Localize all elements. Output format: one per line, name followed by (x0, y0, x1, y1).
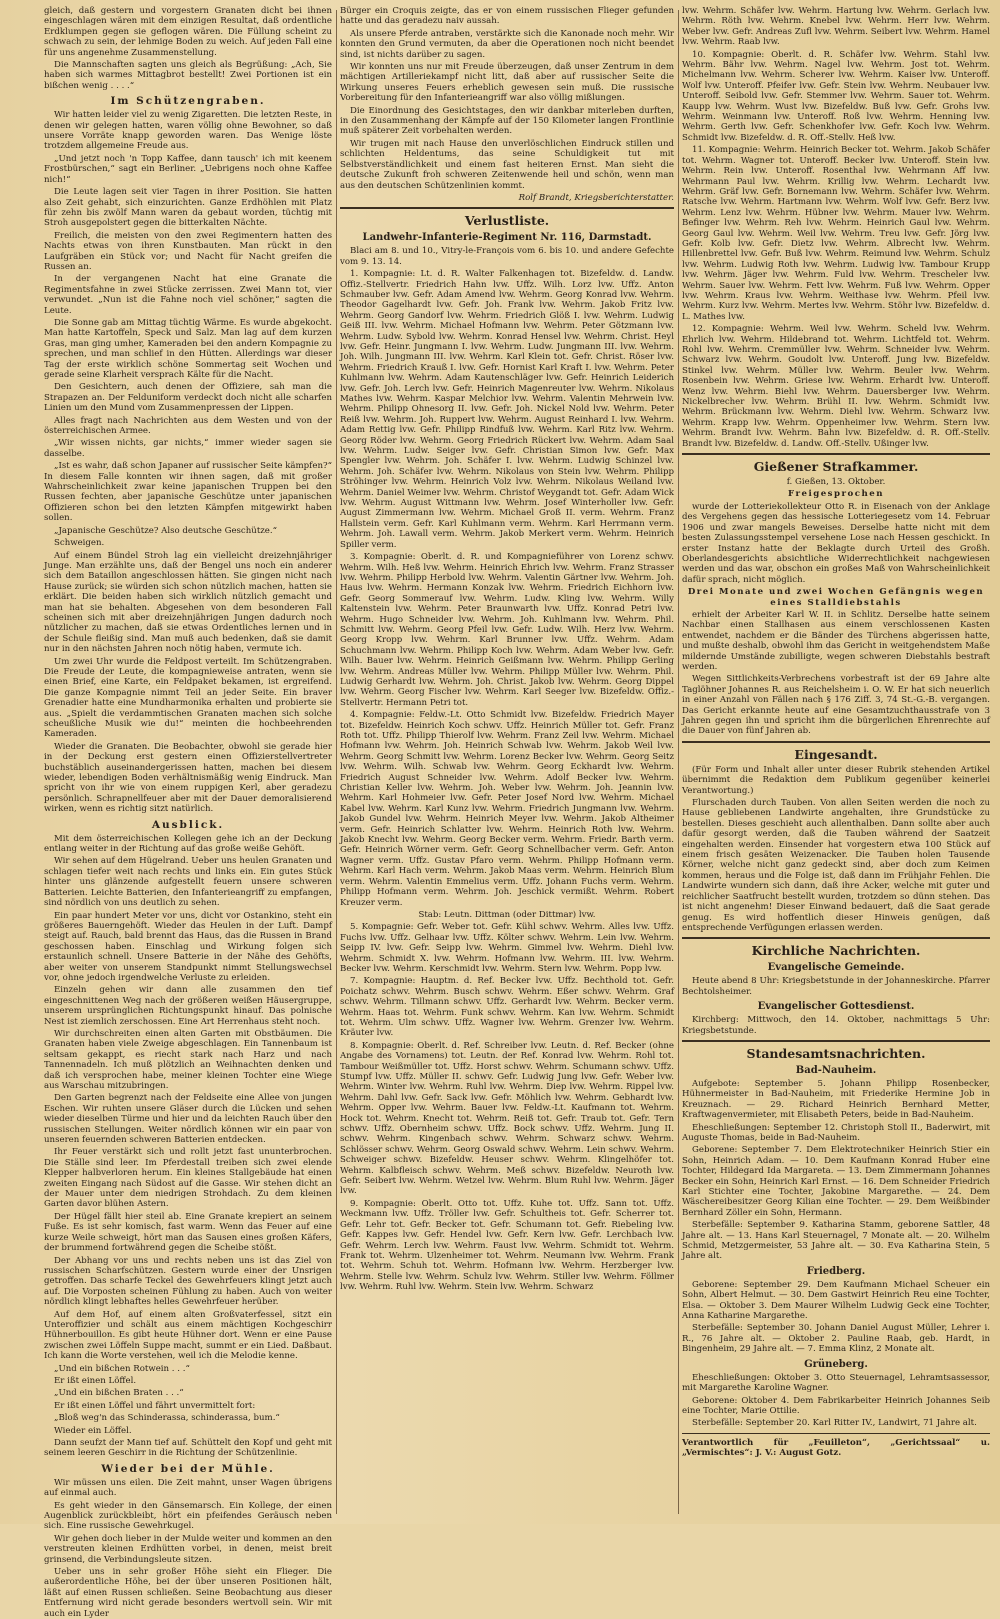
paragraph: Wir sehen auf dem Hügelrand. Ueber uns heulen Granaten und schlagen tiefer weit nach rechts und links ein. Ein gutes Stück hinter uns glänzende aufgestellt feuern unsere schweren Batterien. Leichte Batterien, den Infanterieangriff zu empfangen, sind nördlich von uns deutlich zu sehen. (44, 856, 332, 909)
paragraph: Schweigen. (54, 538, 105, 549)
paragraph: wurde der Lotteriekollekteur Otto R. in Eisenach von der Anklage des Vergehens gegen das hessische Lotteriegesetz vom 14. Februar 1906 und zwar mangels Beweises. Derselbe hatte nicht mit dem besten Zulassungsstempel versehene Lose nach Hessen geschickt. In erster Instanz hatte der Beklagte durch Urteil des Großh. Oberlandesgerichts absichtliche Widerrechtlichkeit nachgewiesen werden und das war, obschon ein großes Maß von Wahrscheinlichkeit dafür sprach, nicht möglich. (682, 501, 990, 585)
paragraph: Auf einem Bündel Stroh lag ein vielleicht dreizehnjähriger Junge. Man erzählte uns, daß der Bengel uns noch ein anderer sich dem Bataillon angeschlossen hätten. Sie gingen nicht nach Hause zurück; sie würden sich schon nützlich machen, hatten sie erklärt. Die beiden haben sich wirklich nützlich gemacht und man hat sie behalten. Abgesehen von dem besonderen Fall scheinen sich mit aber dreizehnjährigen Jungen dadurch noch nützlicher zu machen, daß sie etwas Ordentliches lernen und in der Schule fleißig sind. Man muß auch bedenken, daß sie damit nur in den nächsten Jahren noch nötig haben, vermute ich. (44, 550, 332, 655)
paragraph: Alles fragt nach Nachrichten aus dem Westen und von der österreichischen Armee. (44, 415, 332, 437)
section-heading: Kirchliche Nachrichten. (751, 943, 921, 959)
paragraph: „Und jetzt noch 'n Topp Kaffee, dann tausch' ich mit keenem Frostbürschen,“ sagt ein Berliner. „Uebrigens noch ohne Kaffee nich!“ (44, 153, 332, 185)
paragraph: Blaci am 8. und 10., Vitry-le-François vom 6. bis 10. und andere Gefechte vom 9. 13. 14. (340, 246, 674, 267)
paragraph: Einzeln gehen wir dann alle zusammen den tief eingeschnittenen Weg nach der größeren weißen Häusergruppe, unserem ursprünglichen Richtungspunkt hinauf. Das polnische Nest ist ziemlich zerschossen. Eine Art Herrenhaus steht noch. (44, 985, 332, 1027)
paragraph: Der Hügel fällt hier steil ab. Eine Granate krepiert an seinem Fuße. Es ist sehr komisch, fast warm. Wenn das Feuer auf eine kurze Weile schweigt, hört man das Sausen eines großen Käfers, der brummend fortwährend gegen die Scheibe stößt. (44, 1211, 332, 1254)
paragraph: Heute abend 8 Uhr: Kriegsbetstunde in der Johanneskirche. Pfarrer Bechtolsheimer. (682, 976, 990, 997)
paragraph: Ihr Feuer verstärkt sich und rollt jetzt fast ununterbrochen. Die Ställe sind leer. Im Pferdestall treiben sich zwei elende Klepper halbverloren herum. Ein kleines Stallgebäude hat einen zweiten Eingang nach Südost auf die Gasse. Wir stehen dicht an der Mauer unter dem niedrigen Strohdach. Zu dem kleinen Garten davor blühen Astern. (44, 1147, 332, 1210)
paragraph: Den Garten begrenzt nach der Feldseite eine Allee von jungen Eschen. Wir ruhten unsere Gläser durch die Lücken und sehen wieder dieselben Türme und hier und da leichten Rauch über den russischen Stellungen. Weiter nördlich können wir ein paar von unseren feuernden schweren Batterien entdecken. (44, 1093, 332, 1146)
dateline: f. Gießen, 13. Oktober. (786, 477, 886, 488)
column-3 (682, 6, 990, 1518)
section-heading: Eingesandt. (794, 746, 878, 762)
paragraph: Wir konnten uns nur mit Freude überzeugen, daß unser Zentrum in dem mächtigen Artilleriekampf nicht litt, daß aber auf russischer Seite die Wirkung unseres Feuers erheblich gewesen sein muß. Die russische Vorbereitung für den Infanterieangriff war also völlig mißlungen. (340, 62, 674, 104)
paragraph: Geborene: Oktober 4. Dem Fabrikarbeiter Heinrich Johannes Seib eine Tochter, Marie Ottilie. (682, 1395, 990, 1416)
paragraph: Er ißt einen Löffel und fährt unvermittelt fort: (54, 1400, 256, 1411)
paragraph: Eheschließungen: September 12. Christoph Stoll II., Baderwirt, mit Auguste Thomas, beide in Bad-Nauheim. (682, 1122, 990, 1143)
casualty-list: 9. Kompagnie: Oberlt. Otto tot. Uffz. Kuhe tot. Uffz. Sann tot. Uffz. Weckmann lvw. Uffz. Tröller lvw. Gefr. Schultheis tot. Gefr. Scherrer tot. Gefr. Lehr tot. Gefr. Becker tot. Gefr. Schumann tot. Gefr. Riebeling lvw. Gefr. Kappes lvw. Gefr. Hendel lvw. Gefr. Kern lvw. Gefr. Lerchbach lvw. Gefr. Wehrm. Lerch lvw. Wehrm. Faust lvw. Wehrm. Schmidt tot. Wehrm. Frank tot. Wehrm. Ulzenheimer tot. Wehrm. Neumann lvw. Wehrm. Frank tot. Wehrm. Schuh tot. Wehrm. Hofmann lvw. Wehrm. Herzberger lvw. Wehrm. Stelle lvw. Wehrm. Schulz lvw. Wehrm. Stiller lvw. Wehrm. Föllmer lvw. Wehrm. Ruhl lvw. Wehrm. Stein lvw. Wehrm. Schwarz (340, 1198, 674, 1293)
paragraph: „Japanische Geschütze? Also deutsche Geschütze.“ (54, 525, 278, 536)
column-rule (336, 10, 337, 1514)
casualty-list: 11. Kompagnie: Wehrm. Heinrich Becker tot. Wehrm. Jakob Schäfer tot. Wehrm. Wagner tot. Unteroff. Becker lvw. Unteroff. Stein lvw. Wehrm. Rein lvw. Unteroff. Rosenthal lvw. Wehrmann Aff lvw. Wehrmann Paul lvw. Wehrm. Krillig lvw. Wehrm. Lechardt lvw. Wehrm. Gräf lvw. Gefr. Bornemann lvw. Wehrm. Schäfer lvw. Wehrm. Ratsche lvw. Wehrm. Hartmann lvw. Wehrm. Wolf lvw. Gefr. Berz lvw. Wehrm. Lenz lvw. Wehrm. Hübner lvw. Wehrm. Mauer lvw. Wehrm. Befinger lvw. Wehrm. Reh lvw. Wehrm. Heinrich Gaul lvw. Wehrm. Georg Gaul lvw. Wehrm. Weil lvw. Wehrm. Treu lvw. Gefr. Jörg lvw. Gefr. Kolb lvw. Gefr. Dietz lvw. Wehrm. Albrecht lvw. Wehrm. Hillenbrettel lvw. Gefr. Buß lvw. Wehrm. Reimund lvw. Wehrm. Schulz lvw. Wehrm. Ludwig Roth lvw. Wehrm. Ludwig lvw. Tambour Krupp lvw. Wehrm. Jäger lvw. Wehrm. Fuld lvw. Wehrm. Trescheler lvw. Wehrm. Sauer lvw. Wehrm. Fett lvw. Wehrm. Fuß lvw. Wehrm. Opper lvw. Wehrm. Kraus lvw. Wehrm. Weithase lvw. Wehrm. Pfeil lvw. Wehrm. Kurz lvw. Wehrm. Mertes lvw. Wehrm. Stöhr lvw. Bizefeldw. d. L. Mathes lvw. (682, 145, 990, 322)
casualty-list: lvw. Wehrm. Schäfer lvw. Wehrm. Hartung lvw. Wehrm. Gerlach lvw. Wehrm. Röth lvw. Wehrm. Knebel lvw. Wehrm. Herr lvw. Wehrm. Weber lvw. Gefr. Andreas Zufl lvw. Wehrm. Seibert lvw. Wehrm. Hamel lvw. Wehrm. Raab lvw. (682, 6, 990, 48)
paragraph: Die Mannschaften sagten uns gleich als Begrüßung: „Ach, Sie haben sich warmes Mittagbrot bestellt! Zwei Portionen ist ein bißchen wenig . . . .“ (44, 60, 332, 91)
casualty-list: Stab: Leutn. Dittman (oder Dittmar) lvw. (418, 909, 596, 920)
subheading: Grüneberg. (804, 1358, 868, 1370)
paragraph: Eheschließungen: Oktober 3. Otto Steuernagel, Lehramtsassessor, mit Margarethe Karoline Wagner. (682, 1372, 990, 1394)
section-heading: Verlustliste. (464, 213, 550, 229)
casualty-list: 3. Kompagnie: Oberlt. d. R. und Kompagnieführer von Lorenz schwv. Wehrm. Wilh. Heß lvw. Wehrm. Heinrich Ehrich lvw. Wehrm. Franz Strasser lvw. Wehrm. Philipp Herbold lvw. Wehrm. Valentin Gärtner lvw. Wehrm. Joh. Haus lvw. Wehrm. Hermann Konzak lvw. Wehrm. Friedrich Eichhorn lvw. Gefr. Georg Sommerauf lvw. Wehrm. Ludw. Kling lvw. Wehrm. Willy Kaltenstein lvw. Wehrm. Peter Braunwarth lvw. Uffz. Konrad Petri lvw. Wehrm. Hugo Schneider lvw. Wehrm. Joh. Kuhlmann lvw. Wehrm. Phil. Schmitt lvw. Wehrm. Georg Pfeil lvw. Gefr. Ludw. Wilh. Herz lvw. Wehrm. Georg Kropp lvw. Wehrm. Karl Brunner lvw. Uffz. Wehrm. Adam Schuchmann lvw. Wehrm. Philipp Koch lvw. Wehrm. Adam Weber lvw. Gefr. Wilh. Bauer lvw. Wehrm. Heinrich Geißmann lvw. Wehrm. Philipp Gerling lvw. Wehrm. Andreas Müller lvw. Wehrm. Philipp Müller lvw. Wehrm. Phil. Ludwig Gerhardt lvw. Wehrm. Joh. Christ. Jakob lvw. Wehrm. Georg Dippel lvw. Wehrm. Georg Fischer lvw. Wehrm. Karl Seeger lvw. Bizefeldw. Offiz.-Stellvertr. Hermann Petri tot. (340, 552, 674, 708)
paragraph: Mit dem österreichischen Kollegen gehe ich an der Deckung entlang weiter in der Richtung auf das große weiße Gehöft. (44, 833, 332, 855)
column-2 (340, 6, 674, 1518)
paragraph: Wir hatten leider viel zu wenig Zigaretten. Die letzten Reste, in denen wir gelegen hatten, waren völlig ohne Bewohner, so daß unsere Vorräte knapp geworden waren. Das Wenige löste trotzdem allgemeine Freude aus. (44, 110, 332, 152)
paragraph: Ueber uns in sehr großer Höhe sieht ein Flieger. Die außerordentliche Höhe, bei der über unseren Positionen hält, läßt auf einen Russen schließen. Seine Beobachtung aus dieser Entfernung wird nicht gerade besonders wertvoll sein. Wir mit auch ein Lyder (44, 1567, 332, 1619)
paragraph: Als unsere Pferde antraben, verstärkte sich die Kanonade noch mehr. Wir konnten den Grund vermuten, da aber die Operationen noch nicht beendet sind, ist nichts darüber zu sagen. (340, 28, 674, 60)
footer-credit: Verantwortlich für „Feuilleton“, „Gerichtssaal“ u. „Vermischtes“: J. V.: August Gotz. (682, 1437, 990, 1459)
paragraph: Wir gehen doch lieber in der Mulde weiter und kommen an den verstreuten kleinen Erdhütten vorbei, in denen, meist breit grinsend, die Verbindungsleute sitzen. (44, 1533, 332, 1565)
divider (682, 453, 990, 455)
casualty-list: 7. Kompagnie: Hauptm. d. Ref. Becker lvw. Uffz. Bechthold tot. Gefr. Poichatz schwv. Wehrm. Busch schwv. Wehrm. Eßer schwv. Wehrm. Graf schwv. Wehrm. Tillmann schwv. Uffz. Gerhardt lvw. Wehrm. Becker verm. Wehrm. Haas tot. Wehrm. Funk schwv. Wehrm. Kan lvw. Wehrm. Schmidt tot. Wehrm. Ulm schwv. Uffz. Wagner lvw. Wehrm. Grenzer lvw. Wehrm. Kräuter lvw. (340, 976, 674, 1039)
paragraph: Die Leute lagen seit vier Tagen in ihrer Position. Sie hatten also Zeit gehabt, sich einzurichten. Ganze Erdhöhlen mit Platz für zehn bis zwölf Mann waren da gebaut worden, tüchtig mit Stroh ausgepolstert gegen die bitterkalten Nächte. (44, 187, 332, 229)
paragraph: Bürger ein Croquis zeigte, das er von einem russischen Flieger gefunden hatte und das geradezu naiv aussah. (340, 6, 674, 27)
section-heading: Gießener Strafkammer. (753, 459, 919, 475)
section-heading: Ausblick. (151, 818, 225, 831)
paragraph: Wieder die Granaten. Die Beobachter, obwohl sie gerade hier in der Deckung erst gestern einen Offizierstellvertreter buchstäblich auseinandergerissen hatten, machen bei diesem wieder, lebendigen Boden verhältnismäßig wenig Eindruck. Man spricht von ihr wie von einem ruppigen Kerl, aber geradezu persönlich. Schrapnellfeuer aber mit der Dauer demoralisierend wirken, wenn es richtig sitzt natürlich. (44, 741, 332, 815)
paragraph: Geborene: September 7. Dem Elektrotechniker Heinrich Stier ein Sohn, Heinrich Adam. — 10. Dem Kaufmann Konrad Huber eine Tochter, Hildegard Ida Margareta. — 13. Dem Zimmermann Johannes Becker ein Sohn, Heinrich Karl Ernst. — 16. Dem Schneider Friedrich Karl Stichter eine Tochter, Jakobine Margarethe. — 24. Dem Wäschereibesitzer Georg Kilian eine Tochter. — 29. Dem Weißbinder Bernhard Zöller ein Sohn, Hermann. (682, 1145, 990, 1218)
paragraph: „Bloß weg'n das Schinderassa, schinderassa, bum.“ (54, 1413, 280, 1424)
section-heading: Wieder bei der Mühle. (101, 1462, 275, 1475)
divider (340, 207, 674, 209)
paragraph: Flurschaden durch Tauben. Von allen Seiten werden die noch zu Hause gebliebenen Landwirte angehalten, ihre Grundstücke zu bestellen. Dieses geschieht auch allenthalben. Dann sollte aber auch dafür gesorgt werden, daß die Tauben während der Saatzeit eingehalten werden. Einsender hat vorgestern etwa 100 Stück auf einem frisch gesäten Weizenacker. Die Tauben holen Tausende Körner, welche nicht ganz gedeckt sind, aber doch zum Keimen kommen, heraus und die Folge ist, daß dann im Frühjahr Fehlen. Die Landwirte wundern sich dann, daß ihre Acker, welche mit guter und reichlicher Saatfrucht bestellt wurden, trotzdem so dünn stehen. Das ist nicht angenehm! Dieser Einwand bedauert, daß die Saat gerade genug. Es wird hoffentlich dieser Hinweis genügen, daß entsprechende Verfügungen erlassen werden. (682, 798, 990, 933)
casualty-list: 5. Kompagnie: Gefr. Weber tot. Gefr. Kühl schwv. Wehrm. Alles lvw. Uffz. Fuchs lvw. Uffz. Gelhaar lvw. Uffz. Költer schwv. Wehrm. Lein lvw. Wehrm. Seipp IV. lvw. Gefr. Seipp lvw. Wehrm. Gimmel lvw. Wehrm. Diehl lvw. Wehrm. Schmidt X. lvw. Wehrm. Hofmann lvw. Wehrm. III. lvw. Wehrm. Becker lvw. Wehrm. Kerschmidt lvw. Wehrm. Stern lvw. Wehrm. Popp lvw. (340, 922, 674, 974)
divider (682, 1433, 990, 1434)
paragraph: „Wir wissen nichts, gar nichts,“ immer wieder sagen sie dasselbe. (44, 438, 332, 459)
subheading: Landwehr-Infanterie-Regiment Nr. 116, Darmstadt. (362, 232, 652, 244)
paragraph: Auf dem Hof, auf einem alten Großvaterfessel, sitzt ein Unteroffizier und schält aus einem mächtigen Kochgeschirr Hühnerbouillon. Es gibt heute Hühner dort. Wenn er eine Pause zwischen zwei Löffeln Suppe macht, summt er ein Lied. Daßbaut. Ich kann die Worte verstehen, weil ich die Melodie kenne. (44, 1309, 332, 1362)
subheading: Evangelischer Gottesdienst. (757, 1001, 915, 1013)
subheading: Evangelische Gemeinde. (767, 962, 905, 974)
paragraph: Dann seufzt der Mann tief auf. Schüttelt den Kopf und geht mit seinem leeren Geschirr in die Richtung der Schützenlinie. (44, 1438, 332, 1459)
section-heading: Standesamtsnachrichten. (746, 1045, 926, 1061)
divider (682, 1040, 990, 1042)
paragraph: Sterbefälle: September 30. Johann Daniel August Müller, Lehrer i. R., 76 Jahre alt. — Oktober 2. Pauline Raab, geb. Hardt, in Bingenheim, 29 Jahre alt. — 7. Emma Klinz, 2 Monate alt. (682, 1323, 990, 1355)
subheading: Freigesprochen (788, 489, 884, 500)
paragraph: Es geht wieder in den Gänsemarsch. Ein Kollege, der einen Augenblick zurückbleibt, hört ein pfeifendes Geräusch neben sich. Eine russische Gewehrkugel. (44, 1500, 332, 1532)
paragraph: Wegen Sittlichkeits-Verbrechens vorbestraft ist der 69 Jahre alte Taglöhner Johannes R. aus Reichelsheim i. O. W. Er hat sich neuerlich in einer Anzahl von Fällen nach § 176 Ziff. 3, 74 St.-G.-B. vergangen. Das Gericht erkannte heute auf eine Gesamtzuchthausstrafe von 3 Jahren gegen ihn und spricht ihm die bürgerlichen Ehrenrechte auf die Dauer von fünf Jahren ab. (682, 674, 990, 737)
paragraph: „Und ein bißchen Braten . . .“ (54, 1388, 184, 1399)
paragraph: Aufgebote: September 5. Johann Philipp Rosenbecker, Hühnermeister in Bad-Nauheim, mit Friederike Hermine Job in Kreuznach. — 29. Richard Heinrich Bernhard Metter, Kraftwagenvermieter, mit Elisabeth Peters, beide in Bad-Nauheim. (682, 1078, 990, 1121)
paragraph: In der vergangenen Nacht hat eine Granate die Regimentsfahne in zwei Stücke zerrissen. Zwei Mann tot, vier verwundet. „Nun ist die Fahne noch viel schöner,“ sagten die Leute. (44, 274, 332, 316)
article-signature: Rolf Brandt, Kriegsberichterstatter. (518, 192, 674, 203)
divider (682, 741, 990, 743)
paragraph: Ein paar hundert Meter vor uns, dicht vor Ostankino, steht ein größeres Bauerngehöft. Wieder das Heulen in der Luft. Dampf steigt auf. Rauch, bald brennt das Haus, das die Russen in Brand geschossen haben. Einschlag und Wirkung folgen sich erstaunlich schnell. Unsere Batterie in der Nähe des Gehöfts, aber weiter von unserem Standpunkt nimmt Stellungswechsel vor, ohne jedoch irgendwelche Verluste zu erleiden. (44, 910, 332, 983)
paragraph: Kirchberg: Mittwoch, den 14. Oktober, nachmittags 5 Uhr: Kriegsbetstunde. (682, 1015, 990, 1036)
paragraph: Wir müssen uns eilen. Die Zeit mahnt, unser Wagen übrigens auf einmal auch. (44, 1477, 332, 1499)
paragraph: Wir durchschreiten einen alten Garten mit Obstbäumen. Die Granaten haben viele Zweige abgeschlagen. Ein Tannenbaum ist seltsam gekappt, es riecht stark nach Harz und nach Tannennadeln. Ich muß plötzlich an Weihnachten denken und daß ich versprochen habe, meiner kleinen Tochter eine Wiege aus Warschau mitzubringen. (44, 1028, 332, 1091)
paragraph: Die Einordnung des Gesichtstages, den wir dankbar miterleben durften, in den Zusammenhang der Kämpfe auf der 150 Kilometer langen Frontlinie muß späterer Zeit vorbehalten werden. (340, 105, 674, 137)
paragraph: Geborene: September 29. Dem Kaufmann Michael Scheuer ein Sohn, Albert Helmut. — 30. Dem Gastwirt Heinrich Reu eine Tochter, Elsa. — Oktober 3. Dem Maurer Wilhelm Ludwig Geck eine Tochter, Anna Katharine Margarethe. (682, 1279, 990, 1322)
paragraph: gleich, daß gestern und vorgestern Granaten dicht bei ihnen eingeschlagen wären mit dem einzigen Resultat, daß ordentliche Erdklumpen gegen sie geflogen wären. Die Füllung scheint zu schwach zu sein, der lehmige Boden zu weich. Auf jeden Fall eine für uns angenehme Zusammenstellung. (44, 6, 332, 58)
paragraph: Freilich, die meisten von den zwei Regimentern hatten des Nachts etwas von ihren Kunstbauten. Man rückt in den Laufgräben ein Stück vor; und Nacht für Nacht greifen die Russen an. (44, 230, 332, 272)
paragraph: „Ist es wahr, daß schon Japaner auf russischer Seite kämpfen?“ In diesem Falle konnten wir ihnen sagen, daß mit großer Wahrscheinlichkeit zwar keine japanischen Truppen bei den Russen fechten, aber japanische Geschütze unter japanischen Offizieren schon bei den letzten Kämpfen mitgewirkt haben sollen. (44, 461, 332, 524)
subheading: Drei Monate und zwei Wochen Gefängnis wegen eines Stalldiebstahls (687, 587, 985, 608)
subheading: Friedberg. (806, 1265, 866, 1277)
paragraph: Die Sonne gab am Mittag tüchtig Wärme. Es wurde abgekocht. Man hatte Kartoffeln, Speck und Salz. Man lag auf dem kurzen Gras, man ging umher, Kameraden bei den andern Kompagnie zu sprechen, und man schlief in den Hütten. Allerdings war dieser Tag der erste wirklich schöne Sommertag seit Wochen und gerade seine Klarheit versprach Kälte für die Nacht. (44, 317, 332, 380)
column-rule (678, 10, 679, 1514)
subheading: Bad-Nauheim. (795, 1064, 877, 1076)
casualty-list: 4. Kompagnie: Feldw.-Lt. Otto Schmidt lvw. Bizefeldw. Friedrich Mayer tot. Bizefeldw. Heinrich Koch schwv. Uffz. Heinrich Müller tot. Gefr. Franz Roth tot. Uffz. Philipp Thierolf lvw. Wehrm. Franz Zeil lvw. Wehrm. Michael Hofmann lvw. Wehrm. Joh. Heinrich Schwab lvw. Wehrm. Jakob Weil lvw. Wehrm. Georg Schmitt lvw. Wehrm. Lorenz Becker lvw. Wehrm. Georg Seitz lvw. Wehrm. Wilh. Schwab lvw. Wehrm. Georg Eckhardt lvw. Wehrm. Friedrich August Schneider lvw. Wehrm. Adolf Becker lvw. Wehrm. Christian Keller lvw. Wehrm. Joh. Weber lvw. Wehrm. Joh. Jeannin lvw. Wehrm. Karl Hohmeier lvw. Gefr. Peter Josef Nord lvw. Wehrm. Michael Kabel lvw. Wehrm. Karl Kunz lvw. Wehrm. Friedrich Jungmann lvw. Wehrm. Jakob Gundel lvw. Wehrm. Heinrich Meyer lvw. Wehrm. Jakob Altheimer verm. Gefr. Heinrich Schlatter lvw. Wehrm. Heinrich Roth lvw. Wehrm. Jakob Knecht lvw. Wehrm. Georg Becker verm. Wehrm. Friedr. Barth verm. Gefr. Heinrich Wörner verm. Gefr. Georg Schnellbacher verm. Gefr. Anton Wagner verm. Uffz. Gustav Pfaro verm. Wehrm. Philipp Hofmann verm. Wehrm. Karl Hach verm. Wehrm. Jakob Maas verm. Wehrm. Heinrich Blum verm. Wehrm. Valentin Emmelius verm. Uffz. Johann Fuchs verm. Wehrm. Philipp Hofmann verm. Wehrm. Joh. Jeschick vermißt. Wehrm. Robert Kreuzer verm. (340, 710, 674, 908)
casualty-list: 8. Kompagnie: Oberlt. d. Ref. Schreiber lvw. Leutn. d. Ref. Becker (ohne Angabe des Vornamens) tot. Leutn. der Ref. Konrad lvw. Wehrm. Rohl tot. Tambour Weißmüller tot. Uffz. Horst schwv. Wehrm. Schumann schwv. Uffz. Stumpf lvw. Uffz. Müller II. schwv. Gefr. Ludwig Jung lvw. Gefr. Weber lvw. Wehrm. Winter lvw. Wehrm. Ruhl lvw. Wehrm. Diep lvw. Wehrm. Rippel lvw. Wehrm. Dahl lvw. Gefr. Sack lvw. Gefr. Möhlich lvw. Wehrm. Gebhardt lvw. Wehrm. Opper lvw. Wehrm. Bauer lvw. Feldw.-Lt. Kaufmann tot. Wehrm. Hock tot. Wehrm. Knecht tot. Wehrm. Reiß tot. Gefr. Traub tot. Gefr. Tern schwv. Uffz. Obernheim schwv. Uffz. Bock schwv. Uffz. Wehrm. Jung II. schwv. Wehrm. Kingenbach schwv. Wehrm. Schwarz schwv. Wehrm. Schlösser schwv. Wehrm. Georg Oswald schwv. Wehrm. Lein schwv. Wehrm. Schweiger schwv. Bizefeldw. Heuser schwv. Wehrm. Klingelhöfer tot. Wehrm. Kalbfleisch schwv. Wehrm. Meß schwv. Bizefeldw. Neuroth lvw. Gefr. Seibert lvw. Wehrm. Wetzel lvw. Wehrm. Blum Ruhl lvw. Wehrm. Jäger lvw. (340, 1040, 674, 1197)
casualty-list: 1. Kompagnie: Lt. d. R. Walter Falkenhagen tot. Bizefeldw. d. Landw. Offiz.-Stellvertr. Friedrich Hahn lvw. Uffz. Wilh. Lorz lvw. Uffz. Anton Schmauber lvw. Gefr. Adam Amend lvw. Wehrm. Georg Konrad lvw. Wehrm. Theodor Gagelhardt lvw. Gefr. Joh. Frank lvw. Wehrm. Jakob Fritz lvw. Wehrm. Georg Gandorf lvw. Wehrm. Friedrich Glöß I. lvw. Wehrm. Ludwig Geiß III. lvw. Wehrm. Michael Hofmann lvw. Wehrm. Peter Götzmann lvw. Wehrm. Ludw. Sybold lvw. Wehrm. Konrad Hensel lvw. Wehrm. Christ. Heyl lvw. Gefr. Heinr. Jungmann I. lvw. Wehrm. Ludw. Jungmann III. lvw. Wehrm. Joh. Wilh. Jungmann III. lvw. Wehrm. Karl Klein tot. Gefr. Christ. Röser lvw. Wehrm. Friedrich Krauß I. lvw. Gefr. Hornist Karl Kraft I. lvw. Wehrm. Peter Kuhlmann lvw. Wehrm. Adam Kautenschläger lvw. Gefr. Heinrich Leiderich lvw. Gefr. Joh. Lerch lvw. Gefr. Heinrich Magenreuter lvw. Wehrm. Nikolaus Mathes lvw. Wehrm. Kaspar Melchior lvw. Wehrm. Valentin Mehrwein lvw. Wehrm. Philipp Ohnesorg II. lvw. Gefr. Joh. Nickel Nold lvw. Wehrm. Peter Reiß lvw. Wehrm. Joh. Ruppert lvw. Wehrm. August Reinhard I. lvw. Wehrm. Adam Rettig lvw. Gefr. Philipp Rindfuß lvw. Wehrm. Karl Ritz lvw. Wehrm. Georg Röder lvw. Wehrm. Georg Friedrich Rückert lvw. Wehrm. Adam Saal lvw. Wehrm. Ludw. Seiger lvw. Gefr. Christian Simon lvw. Gefr. Max Spengler lvw. Wehrm. Joh. Schäfer I. lvw. Wehrm. Ludwig Schinzel lvw. Wehrm. Joh. Schäfer lvw. Wehrm. Nikolaus von Stein lvw. Wehrm. Philipp Ströhinger lvw. Wehrm. Heinrich Volz lvw. Wehrm. Nikolaus Weiland lvw. Wehrm. Daniel Weimer lvw. Wehrm. Christof Weygandt tot. Gefr. Adam Wick lvw. Wehrm. August Wittmann lvw. Wehrm. Josef Winterholler lvw. Gefr. August Zimmermann lvw. Wehrm. Michael Groß II. verm. Wehrm. Franz Hallstein verm. Gefr. Karl Kuhlmann verm. Wehrm. Karl Herrmann verm. Wehrm. Joh. Lawall verm. Wehrm. Jakob Merkert verm. Wehrm. Heinrich Spiller verm. (340, 269, 674, 550)
paragraph: Sterbefälle: September 9. Katharina Stamm, geborene Sattler, 48 Jahre alt. — 13. Hans Karl Steuernagel, 7 Monate alt. — 20. Wilhelm Schmid, Metzgermeister, 53 Jahre alt. — 30. Eva Katharina Stein, 5 Jahre alt. (682, 1220, 990, 1262)
editorial-note: (Für Form und Inhalt aller unter dieser Rubrik stehenden Artikel übernimmt die Redaktion dem Publikum gegenüber keinerlei Verantwortung.) (682, 764, 990, 796)
column-1 (44, 6, 332, 1619)
paragraph: Sterbefälle: September 20. Karl Ritter IV., Landwirt, 71 Jahre alt. (692, 1418, 977, 1429)
paragraph: „Und ein bißchen Rotwein . . .“ (54, 1363, 190, 1374)
divider (682, 937, 990, 939)
paragraph: Wieder ein Löffel. (54, 1425, 132, 1436)
paragraph: Wir trugen mit nach Hause den unverlöschlichen Eindruck stillen und schlichten Heldentums, das seine Schuldigkeit tut mit Selbstverständlichkeit und einem fast heiteren Ernst. Man sieht die deutsche Zukunft froh schweren Zeitenwende heil und schön, wenn man aus den deutschen Schützenlinien kommt. (340, 138, 674, 191)
paragraph: Um zwei Uhr wurde die Feldpost verteilt. Im Schützengraben. Die Freude der Leute, die kompagnieweise antraten, wenn sie einen Brief, eine Karte, ein Feldpaket bekamen, ist ergreifend. Die ganze Kompagnie nimmt Teil an jeder Seite. Ein braver Grenadier hatte eine Mundharmonika erhalten und probierte sie aus. „Spielt die verdammtischen Granaten machen sich solche scheußliche Musik wie du!“ meinten die hochbeehrenden Kameraden. (44, 656, 332, 740)
paragraph: Er ißt einen Löffel. (54, 1375, 137, 1386)
casualty-list: 12. Kompagnie: Wehrm. Weil lvw. Wehrm. Scheld lvw. Wehrm. Ehrlich lvw. Wehrm. Hildebrand tot. Wehrm. Lichtfeld tot. Wehrm. Rohl lvw. Wehrm. Cremmüller lvw. Wehrm. Schneider lvw. Wehrm. Schwarz lvw. Wehrm. Goudolt lvw. Unteroff. Jung lvw. Bizefeldw. Stinkel lvw. Wehrm. Müller lvw. Wehrm. Beuler lvw. Wehrm. Rosenbein lvw. Wehrm. Griese lvw. Wehrm. Erhardt lvw. Unteroff. Wenz lvw. Wehrm. Biehl lvw. Wehrm. Dauersberger lvw. Wehrm. Nickelbrecher lvw. Wehrm. Brühl II. lvw. Wehrm. Schmidt lvw. Wehrm. Brückmann lvw. Wehrm. Diehl lvw. Wehrm. Schwarz lvw. Wehrm. Krapp lvw. Wehrm. Oppenheimer lvw. Wehrm. Stern lvw. Wehrm. Brandt lvw. Wehrm. Bahn lvw. Bizefeldw. d. R. Off.-Stellv. Brandt lvw. Bizefeldw. d. Landw. Off.-Stellv. Ußinger lvw. (682, 324, 990, 449)
paragraph: Der Abhang vor uns und rechts neben uns ist das Ziel von russischen Scharfschützen. Gestern wurde einer der Unsrigen getroffen. Das scharfe Teckel des Gewehrfeuers klingt jetzt auch auf. Die Vorposten scheinen Fühlung zu haben. Auch von weiter nördlich klingt lebhaftes helles Gewehrfeuer herüber. (44, 1255, 332, 1308)
paragraph: Den Gesichtern, auch denen der Offiziere, sah man die Strapazen an. Der Felduniform verdeckt doch nicht alle scharfen Linien um den Mund vom Zusammenpressen der Lippen. (44, 382, 332, 414)
paragraph: erhielt der Arbeiter Karl W. II. in Schlitz. Derselbe hatte seinem Nachbar einen Stallhasen aus einem verschlossenen Kasten entwendet, nachdem er die Bänder des Türchens abgerissen hatte, und mußte deshalb, obwohl ihm das Gericht in weitgehendstem Maße mildernde Umstände zubilligte, wegen schweren Diebstahls bestraft werden. (682, 609, 990, 672)
casualty-list: 10. Kompagnie: Oberlt. d. R. Schäfer lvw. Wehrm. Stahl lvw. Wehrm. Bähr lvw. Wehrm. Nagel lvw. Wehrm. Jost tot. Wehrm. Michelmann lvw. Wehrm. Scherer lvw. Wehrm. Kaiser lvw. Unteroff. Wolf lvw. Unteroff. Pfeifer lvw. Gefr. Stein lvw. Wehrm. Neubauer lvw. Unteroff. Seibold lvw. Gefr. Stemmer lvw. Wehrm. Sauer tot. Wehrm. Kaupp lvw. Wehrm. Wust lvw. Bizefeldw. Buß lvw. Gefr. Grohs lvw. Wehrm. Weinmann lvw. Unteroff. Roß lvw. Wehrm. Henning lvw. Wehrm. Gerth lvw. Gefr. Schenkhofer lvw. Gefr. Koch lvw. Wehrm. Schmidt lvw. Bizefeldw. d. R. Off.-Stellv. Heß lvw. (682, 49, 990, 143)
section-heading: Im Schützengraben. (110, 95, 266, 108)
